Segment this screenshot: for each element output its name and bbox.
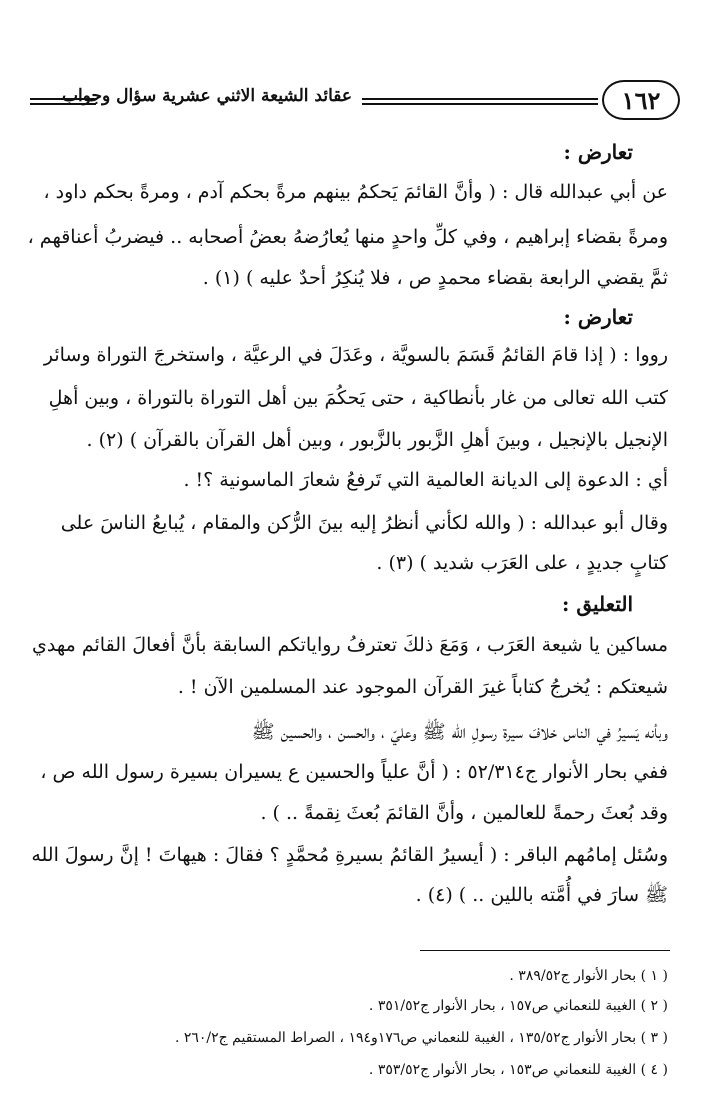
header-rule-right-2: [362, 103, 598, 105]
footnote: ( ٣ ) بحار الأنوار ج١٣٥/٥٢ ، الغيبة للنعماني ص١٧٦و١٩٤ ، الصراط المستقيم ج٢٦٠/٢ .: [174, 1030, 668, 1046]
footnote: ( ١ ) بحار الأنوار ج٣٨٩/٥٢ .: [509, 968, 668, 984]
paragraph-line: وقال أبو عبدالله : ( والله لكأني أنظرُ إليه بينَ الرُّكن والمقام ، يُبايعُ الناسَ على: [60, 512, 668, 534]
paragraph-line: وبأنه يَسيرُ في الناس خلافَ سيرة رسولِ الله ﷺ وعليّ ، والحسن ، والحسين ﷺ: [251, 721, 668, 743]
header-rule-left-2: [30, 103, 96, 105]
paragraph-line: مساكين يا شيعة العَرَب ، وَمَعَ ذلكَ تعترفُ رواياتكم السابقة بأنَّ أفعالَ القائم مهدي: [32, 634, 668, 656]
footnote-separator: [420, 950, 670, 951]
paragraph-line: وقد بُعثَ رحمةً للعالمين ، وأنَّ القائمَ بُعثَ نِقمةً .. ) .: [260, 802, 668, 824]
footnote: ( ٤ ) الغيبة للنعماني ص١٥٣ ، بحار الأنوار ج٣٥٣/٥٢ .: [368, 1062, 668, 1078]
page-number: ١٦٢: [602, 80, 680, 120]
footnote: ( ٢ ) الغيبة للنعماني ص١٥٧ ، بحار الأنوار ج٣٥١/٥٢ .: [368, 998, 668, 1014]
paragraph-line: الإنجيل بالإنجيل ، وبينَ أهلِ الزَّبور بالزَّبور ، وبين أهل القرآن بالقرآن ) (٢) .: [86, 429, 668, 451]
section-heading: التعليق :: [561, 592, 633, 616]
paragraph-line: ﷺ سارَ في أُمَّته باللين .. ) (٤) .: [415, 884, 668, 906]
running-title: عقائد الشيعة الاثني عشرية سؤال وجواب: [62, 86, 352, 106]
paragraph-line: وسُئل إمامُهم الباقر : ( أيسيرُ القائمُ بسيرةِ مُحمَّدٍ ؟ فقالَ : هيهاتَ ! إنَّ رسولَ الله: [31, 844, 668, 866]
paragraph-line: ففي بحار الأنوار ج٥٢/٣١٤ : ( أنَّ علياً والحسين ع يسيران بسيرة رسول الله ص ،: [40, 761, 668, 783]
paragraph-line: أي : الدعوة إلى الديانة العالمية التي تَرفعُ شعارَ الماسونية ؟! .: [183, 469, 668, 491]
paragraph-line: شيعتكم : يُخرجُ كتاباً غيرَ القرآن الموجود عند المسلمين الآن ! .: [177, 676, 668, 698]
paragraph-line: كتب الله تعالى من غار بأنطاكية ، حتى يَحكُمَ بين أهل التوراة بالتوراة ، وبين أهلِ: [48, 387, 668, 409]
section-heading: تعارض :: [563, 140, 633, 164]
paragraph-line: ثمَّ يقضي الرابعة بقضاء محمدٍ ص ، فلا يُنكِرُ أحدٌ عليه ) (١) .: [202, 267, 668, 289]
paragraph-line: رووا : ( إذا قامَ القائمُ قَسَمَ بالسويَّة ، وعَدَلَ في الرعيَّة ، واستخرجَ التوراة وسائر: [43, 344, 668, 366]
paragraph-line: كتابٍ جديدٍ ، على العَرَب شديد ) (٣) .: [376, 552, 668, 574]
paragraph-line: ومرةً بقضاء إبراهيم ، وفي كلِّ واحدٍ منها يُعارُضهُ بعضُ أصحابه .. فيضربُ أعناقهم ،: [27, 226, 668, 248]
header-rule-right: [362, 98, 598, 100]
page-header: [30, 78, 680, 122]
paragraph-line: عن أبي عبدالله قال : ( وأنَّ القائمَ يَحكمُ بينهم مرةً بحكم آدم ، ومرةً بحكم داود ،: [43, 181, 668, 203]
header-rule-left: [30, 98, 96, 100]
section-heading: تعارض :: [563, 305, 633, 329]
